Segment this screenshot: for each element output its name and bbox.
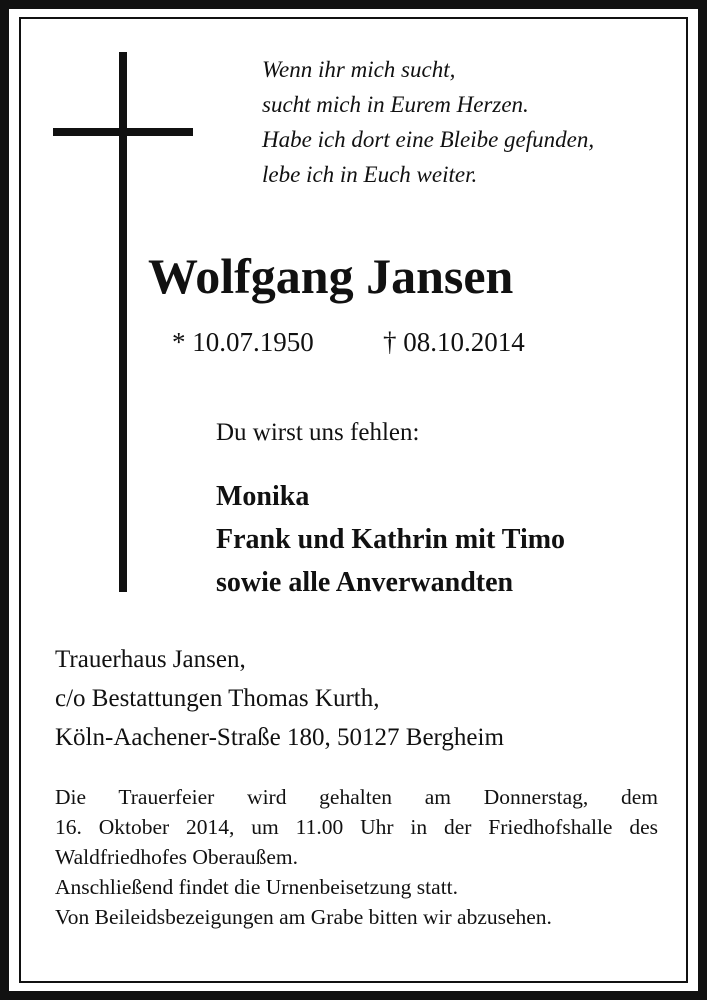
mourning-house-address bbox=[55, 640, 504, 757]
poem-line: Habe ich dort eine Bleibe gefunden, bbox=[262, 127, 595, 152]
details-line: Von Beileidsbezeigungen am Grabe bitten wir abzusehen. bbox=[55, 905, 552, 929]
details-line: 16. Oktober 2014, um 11.00 Uhr in der Friedhofshalle des bbox=[55, 815, 658, 839]
death-date: † 08.10.2014 bbox=[383, 327, 525, 357]
mourner-name: Frank und Kathrin mit Timo bbox=[216, 524, 566, 555]
deceased-name: Wolfgang Jansen bbox=[148, 248, 514, 304]
address-line: c/o Bestattungen Thomas Kurth, bbox=[55, 685, 380, 712]
address-line: Köln-Aachener-Straße 180, 50127 Bergheim bbox=[55, 724, 504, 751]
poem-line: Wenn ihr mich sucht, bbox=[262, 57, 456, 82]
poem-line: lebe ich in Euch weiter. bbox=[262, 162, 478, 187]
mourners-list bbox=[216, 475, 565, 604]
poem-line: sucht mich in Eurem Herzen. bbox=[262, 92, 529, 117]
cross-icon-horizontal-bar bbox=[53, 128, 193, 136]
address-line: Trauerhaus Jansen, bbox=[55, 646, 246, 673]
details-line: Waldfriedhofes Oberaußem. bbox=[55, 845, 299, 869]
poem bbox=[262, 52, 594, 192]
details-line: Die Trauerfeier wird gehalten am Donnerstag, dem bbox=[55, 785, 658, 809]
farewell-message: Du wirst uns fehlen: bbox=[216, 419, 420, 446]
mourner-name: Monika bbox=[216, 481, 310, 512]
funeral-details bbox=[55, 782, 658, 932]
mourner-name: sowie alle Anverwandten bbox=[216, 567, 514, 598]
birth-date: * 10.07.1950 bbox=[172, 327, 314, 357]
details-line: Anschließend findet die Urnenbeisetzung statt. bbox=[55, 875, 459, 899]
